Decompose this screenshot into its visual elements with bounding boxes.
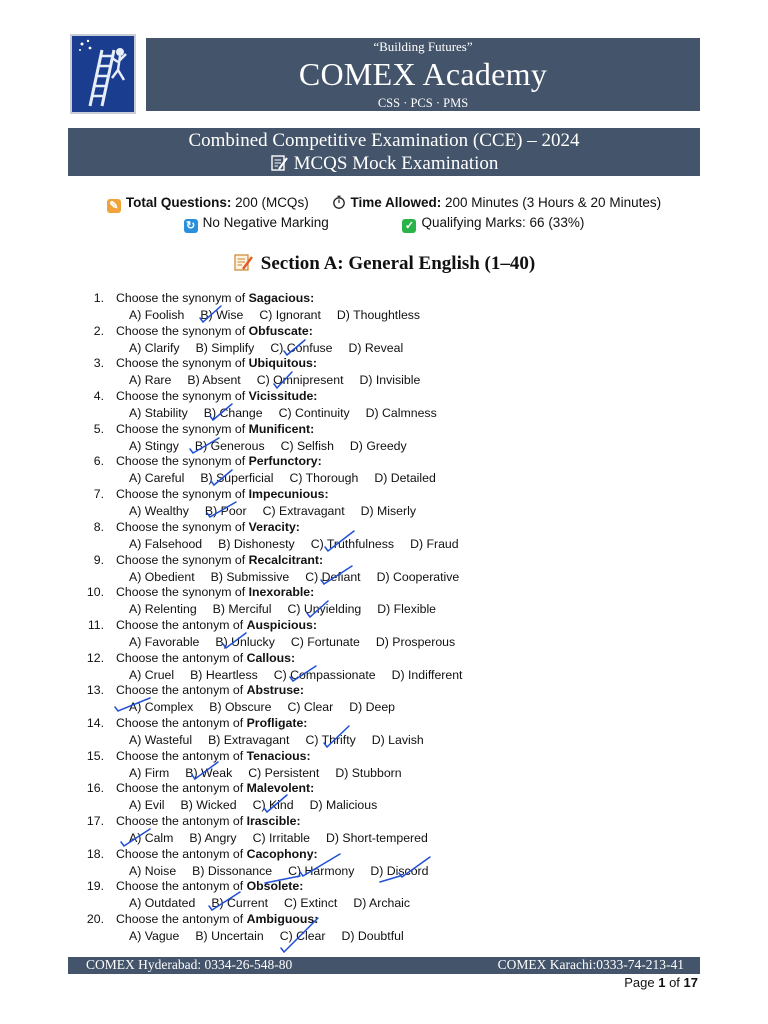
footer-hyderabad-contact: COMEX Hyderabad: 0334-26-548-80 — [86, 957, 293, 972]
answer-option[interactable]: A) Vague — [129, 929, 180, 944]
answer-option[interactable]: A) Careful — [129, 471, 185, 486]
answer-option[interactable]: D) Doubtful — [341, 929, 404, 944]
memo-icon: ✎ — [107, 199, 121, 213]
question-stem — [116, 749, 311, 763]
question-prompt: Choose the antonym of — [116, 846, 247, 861]
question-prompt: Choose the synonym of — [116, 454, 249, 469]
answer-option[interactable]: D) Fraud — [410, 536, 459, 551]
header-banner — [146, 38, 700, 111]
question-item — [0, 847, 768, 880]
answer-option[interactable]: D) Stubborn — [335, 765, 402, 780]
question-keyword: Munificent: — [248, 421, 315, 436]
question-stem — [116, 356, 317, 370]
question-stem — [116, 651, 295, 665]
answer-option[interactable]: A) Firm — [129, 765, 170, 780]
question-number: 14. — [86, 715, 104, 730]
answer-options — [129, 798, 393, 812]
question-stem — [116, 683, 304, 697]
answer-option[interactable]: B) Wicked — [180, 798, 237, 813]
question-keyword: Abstruse: — [246, 683, 304, 698]
question-number: 8. — [93, 519, 104, 534]
question-item — [0, 618, 768, 651]
question-item — [0, 912, 768, 945]
exam-banner — [68, 128, 700, 176]
question-stem — [116, 553, 323, 567]
exam-info-line-2 — [0, 215, 768, 233]
answer-option[interactable]: D) Archaic — [353, 896, 411, 911]
total-questions-info — [107, 195, 313, 210]
answer-options — [129, 766, 418, 780]
answer-option[interactable]: D) Miserly — [360, 504, 416, 519]
question-keyword: Malevolent: — [246, 781, 315, 796]
answer-options — [129, 733, 440, 747]
time-allowed-value: 200 Minutes (3 Hours & 20 Minutes) — [444, 195, 662, 210]
answer-option[interactable]: D) Deep — [349, 700, 396, 715]
question-stem — [116, 487, 329, 501]
question-prompt: Choose the synonym of — [116, 356, 249, 371]
question-keyword: Perfunctory: — [248, 454, 322, 469]
answer-option[interactable]: D) Prosperous — [375, 634, 456, 649]
question-item — [0, 585, 768, 618]
answer-option[interactable]: A) Complex — [129, 700, 194, 715]
answer-option[interactable]: C) Fortunate — [290, 634, 360, 649]
total-questions-label: Total Questions: — [125, 195, 232, 210]
answer-option[interactable]: B) Obscure — [209, 700, 272, 715]
answer-option[interactable]: C) Extravagant — [262, 504, 345, 519]
page-total: 17 — [683, 975, 698, 990]
answer-option[interactable]: A) Stingy — [129, 438, 179, 453]
question-number: 2. — [93, 323, 104, 338]
answer-option[interactable]: B) Angry — [189, 831, 237, 845]
question-number: 5. — [93, 421, 104, 436]
question-number: 4. — [93, 389, 104, 404]
question-prompt: Choose the antonym of — [116, 781, 247, 796]
question-prompt: Choose the antonym of — [116, 617, 247, 632]
academy-name: COMEX Academy — [298, 56, 548, 92]
question-item — [0, 422, 768, 455]
answer-option[interactable]: B) Superficial — [200, 471, 274, 486]
answer-option[interactable]: D) Cooperative — [376, 569, 460, 584]
answer-option[interactable]: C) Confuse — [270, 340, 333, 355]
question-stem — [116, 585, 314, 599]
answer-option[interactable]: A) Relenting — [129, 602, 197, 617]
question-prompt: Choose the synonym of — [116, 291, 249, 305]
question-prompt: Choose the antonym of — [116, 650, 247, 665]
question-item — [0, 389, 768, 422]
answer-options — [129, 373, 436, 387]
question-keyword: Ambiguous: — [246, 912, 319, 927]
question-item — [0, 879, 768, 912]
answer-option[interactable]: A) Obedient — [129, 569, 195, 584]
footer-bar — [68, 957, 700, 974]
question-item — [0, 324, 768, 357]
question-keyword: Obfuscate: — [248, 323, 313, 338]
question-prompt: Choose the antonym of — [116, 912, 247, 927]
question-prompt: Choose the antonym of — [116, 879, 247, 894]
negative-marking-info — [184, 215, 333, 230]
answer-options — [129, 406, 453, 420]
question-number: 16. — [86, 781, 104, 796]
total-questions-value: 200 (MCQs) — [235, 195, 309, 210]
question-keyword: Impecunious: — [248, 487, 329, 502]
question-stem — [116, 781, 314, 795]
check-mark-icon: ✓ — [402, 219, 416, 233]
question-number: 6. — [93, 454, 104, 469]
question-item — [0, 356, 768, 389]
question-stem — [116, 389, 317, 403]
time-allowed-label: Time Allowed: — [350, 195, 442, 210]
question-number: 18. — [86, 846, 104, 861]
question-keyword: Veracity: — [248, 519, 300, 534]
question-keyword: Inexorable: — [248, 585, 315, 600]
question-item — [0, 487, 768, 520]
question-number: 17. — [86, 814, 104, 828]
exam-subtitle-row — [68, 153, 700, 175]
memo-pencil-icon — [270, 154, 288, 172]
question-item — [0, 651, 768, 684]
repeat-icon: ↻ — [184, 219, 198, 233]
answer-option[interactable]: A) Calm — [129, 831, 174, 845]
question-item — [0, 553, 768, 586]
academy-tagline: “Building Futures” — [373, 39, 473, 54]
question-item — [0, 291, 768, 324]
answer-options — [129, 929, 420, 943]
question-stem — [116, 520, 300, 534]
question-prompt: Choose the synonym of — [116, 552, 249, 567]
answer-option[interactable]: B) Weak — [185, 765, 233, 780]
answer-options — [129, 864, 444, 878]
question-prompt: Choose the antonym of — [116, 814, 247, 828]
question-number: 13. — [86, 683, 104, 698]
answer-options — [129, 668, 478, 682]
question-stem — [116, 454, 322, 468]
question-prompt: Choose the antonym of — [116, 683, 247, 698]
time-allowed-info — [332, 195, 661, 210]
answer-option[interactable]: A) Falsehood — [129, 536, 203, 551]
exam-info-line-1 — [0, 195, 768, 213]
answer-option[interactable]: C) Extinct — [284, 896, 338, 911]
answer-option[interactable]: B) Unlucky — [215, 634, 275, 649]
answer-option[interactable]: B) Poor — [204, 504, 247, 519]
question-list — [0, 291, 768, 945]
answer-option[interactable]: B) Merciful — [212, 602, 272, 617]
answer-option[interactable]: C) Clear — [279, 929, 326, 944]
question-item — [0, 454, 768, 487]
answer-options — [129, 537, 475, 551]
ladder-logo-icon — [72, 36, 134, 112]
answer-options — [129, 896, 426, 910]
answer-option[interactable]: A) Foolish — [129, 308, 185, 322]
question-item — [0, 683, 768, 716]
answer-option[interactable]: C) Irritable — [252, 831, 310, 845]
answer-options — [129, 831, 444, 845]
answer-option[interactable]: C) Omnipresent — [256, 373, 344, 388]
section-heading — [0, 252, 768, 275]
answer-option[interactable]: B) Absent — [187, 373, 241, 388]
answer-option[interactable]: B) Dishonesty — [218, 536, 295, 551]
question-prompt: Choose the synonym of — [116, 421, 249, 436]
answer-option[interactable]: D) Reveal — [348, 340, 404, 355]
answer-option[interactable]: D) Detailed — [374, 471, 436, 486]
question-number: 9. — [93, 552, 104, 567]
answer-option[interactable]: B) Change — [203, 406, 263, 421]
question-stem — [116, 847, 318, 861]
question-number: 1. — [93, 291, 104, 305]
answer-option[interactable]: C) Ignorant — [259, 308, 321, 322]
question-number: 11. — [87, 617, 104, 632]
page-of: of — [669, 975, 680, 990]
question-prompt: Choose the synonym of — [116, 585, 249, 600]
answer-option[interactable]: A) Stability — [129, 406, 188, 421]
answer-option[interactable]: B) Uncertain — [195, 929, 264, 944]
question-number: 10. — [86, 585, 104, 600]
question-number: 19. — [86, 879, 104, 894]
question-prompt: Choose the antonym of — [116, 715, 247, 730]
question-keyword: Callous: — [246, 650, 296, 665]
question-prompt: Choose the antonym of — [116, 748, 247, 763]
question-keyword: Tenacious: — [246, 748, 311, 763]
answer-option[interactable]: D) Malicious — [309, 798, 378, 813]
answer-option[interactable]: C) Defiant — [305, 569, 361, 584]
answer-option[interactable]: D) Short-tempered — [326, 831, 428, 845]
answer-option[interactable]: C) Truthfulness — [310, 536, 395, 551]
answer-option[interactable]: D) Calmness — [365, 406, 437, 421]
question-item — [0, 781, 768, 814]
answer-options — [129, 602, 452, 616]
question-stem — [116, 422, 314, 436]
answer-option[interactable]: D) Flexible — [377, 602, 437, 617]
question-keyword: Profligate: — [246, 715, 308, 730]
question-keyword: Ubiquitous: — [248, 356, 317, 371]
question-stem — [116, 912, 318, 926]
answer-option[interactable]: A) Clarify — [129, 340, 180, 355]
question-item — [0, 520, 768, 553]
question-prompt: Choose the synonym of — [116, 323, 249, 338]
answer-option[interactable]: A) Cruel — [129, 667, 175, 682]
qualifying-marks-info — [402, 215, 584, 230]
answer-options — [129, 308, 436, 322]
answer-option[interactable]: C) Thrifty — [305, 732, 356, 747]
answer-option[interactable]: A) Wasteful — [129, 732, 193, 747]
stopwatch-icon — [332, 195, 346, 209]
question-item — [0, 749, 768, 782]
answer-option[interactable]: C) Kind — [252, 798, 294, 813]
question-stem — [116, 291, 314, 305]
answer-option[interactable]: C) Harmony — [288, 863, 355, 878]
question-number: 3. — [93, 356, 104, 371]
answer-option[interactable]: A) Rare — [129, 373, 172, 388]
answer-options — [129, 635, 471, 649]
answer-option[interactable]: B) Wise — [200, 308, 244, 322]
question-stem — [116, 814, 301, 828]
answer-option[interactable]: C) Unyielding — [287, 602, 362, 617]
academy-logo — [70, 34, 136, 114]
answer-options — [129, 471, 452, 485]
question-stem — [116, 879, 303, 893]
answer-option[interactable]: A) Outdated — [129, 896, 196, 911]
answer-options — [129, 570, 475, 584]
answer-option[interactable]: D) Indifferent — [391, 667, 463, 682]
question-keyword: Recalcitrant: — [248, 552, 324, 567]
question-number: 20. — [86, 912, 104, 927]
question-keyword: Irascible: — [246, 814, 301, 828]
answer-option[interactable]: D) Thoughtless — [336, 308, 421, 322]
memo-icon — [233, 252, 253, 272]
question-keyword: Auspicious: — [246, 617, 317, 632]
qualifying-marks-value: 66 (33%) — [529, 215, 585, 230]
answer-option[interactable]: C) Selfish — [280, 438, 334, 453]
answer-option[interactable]: B) Generous — [194, 438, 265, 453]
page-number — [624, 975, 698, 990]
question-prompt: Choose the synonym of — [116, 487, 249, 502]
negative-marking-label: No Negative Marking — [202, 215, 329, 230]
exam-title: Combined Competitive Examination (CCE) – 2024 — [188, 130, 580, 151]
question-stem — [116, 716, 307, 730]
answer-option[interactable]: D) Discord — [370, 863, 429, 878]
question-number: 12. — [86, 650, 104, 665]
question-prompt: Choose the synonym of — [116, 519, 249, 534]
answer-option[interactable]: C) Continuity — [278, 406, 350, 421]
question-keyword: Vicissitude: — [248, 389, 318, 404]
answer-option[interactable]: A) Evil — [129, 798, 165, 813]
page-current: 1 — [658, 975, 666, 990]
answer-option[interactable]: C) Compassionate — [273, 667, 376, 682]
page-label: Page — [624, 975, 655, 990]
exam-subtitle: MCQS Mock Examination — [293, 153, 499, 174]
answer-option[interactable]: C) Clear — [287, 700, 334, 715]
footer-karachi-contact: COMEX Karachi:0333-74-213-41 — [497, 957, 684, 972]
section-title: Section A: General English (1–40) — [260, 253, 536, 274]
question-stem — [116, 618, 317, 632]
answer-option[interactable]: B) Current — [211, 896, 269, 911]
answer-option[interactable]: B) Dissonance — [192, 863, 273, 878]
exam-types: CSS · PCS · PMS — [377, 96, 469, 110]
answer-option[interactable]: B) Simplify — [195, 340, 255, 355]
answer-option[interactable]: A) Noise — [129, 863, 177, 878]
answer-option[interactable]: D) Greedy — [349, 438, 407, 453]
question-item — [0, 716, 768, 749]
qualifying-marks-label: Qualifying Marks: — [421, 215, 526, 230]
answer-option[interactable]: A) Wealthy — [129, 504, 189, 519]
question-number: 7. — [93, 487, 104, 502]
answer-option[interactable]: B) Extravagant — [208, 732, 290, 747]
answer-option[interactable]: A) Favorable — [129, 634, 200, 649]
answer-options — [129, 504, 432, 518]
answer-option[interactable]: B) Submissive — [210, 569, 290, 584]
question-keyword: Obsolete: — [246, 879, 304, 894]
answer-option[interactable]: D) Invisible — [359, 373, 421, 388]
answer-option[interactable]: D) Lavish — [371, 732, 424, 747]
question-keyword: Cacophony: — [246, 846, 318, 861]
answer-option[interactable]: C) Persistent — [248, 765, 320, 780]
question-stem — [116, 324, 313, 338]
answer-options — [129, 700, 411, 714]
question-prompt: Choose the synonym of — [116, 389, 249, 404]
answer-option[interactable]: C) Thorough — [289, 471, 359, 486]
question-item — [0, 814, 768, 847]
question-number: 15. — [86, 748, 104, 763]
question-keyword: Sagacious: — [248, 291, 315, 305]
answer-options — [129, 439, 423, 453]
answer-option[interactable]: B) Heartless — [190, 667, 258, 682]
answer-options — [129, 341, 419, 355]
